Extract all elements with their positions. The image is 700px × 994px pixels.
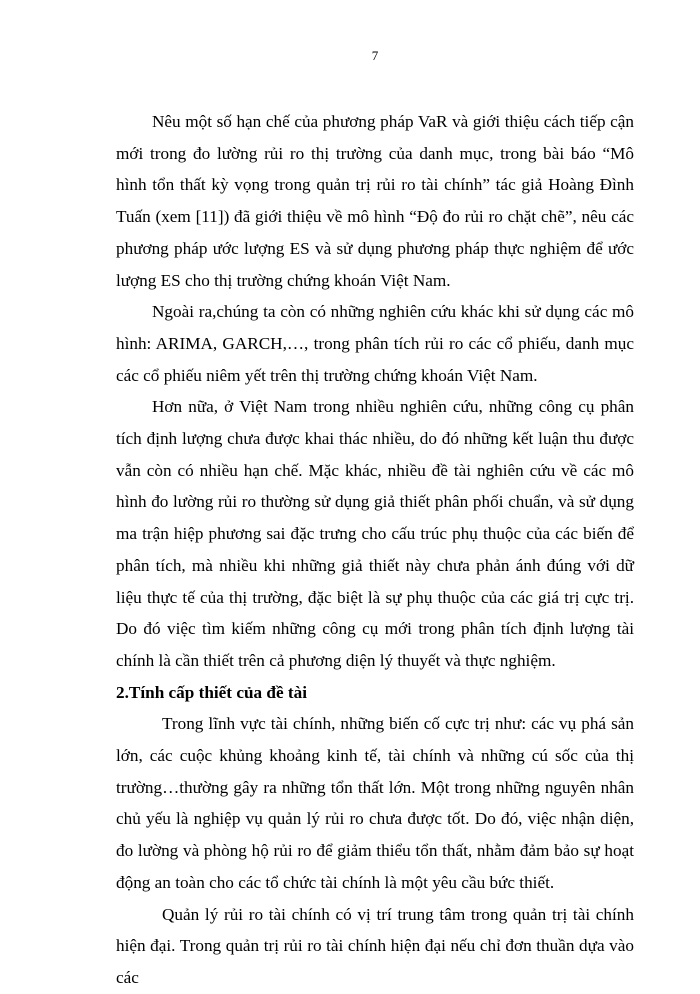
document-body (116, 106, 634, 994)
page-number: 7 (371, 48, 379, 63)
section-heading: 2.Tính cấp thiết của đề tài (116, 682, 307, 702)
paragraph-4: Trong lĩnh vực tài chính, những biến cố cực trị như: các vụ phá sản lớn, các cuộc khủng khoảng kinh tế, tài chính và những cú sốc của thị trường…thường gây ra những tổn thất lớn. Một trong những nguyên nhân chủ yếu là nghiệp vụ quản lý rủi ro chưa được tốt. Do đó, việc nhận diện, đo lường và phòng hộ rủi ro để giảm thiểu tổn thất, nhằm đảm bảo sự hoạt động an toàn cho các tổ chức tài chính là một yêu cầu bức thiết. (116, 714, 634, 892)
paragraph-1: Nêu một số hạn chế của phương pháp VaR và giới thiệu cách tiếp cận mới trong đo lường rủi ro thị trường của danh mục, trong bài báo “Mô hình tổn thất kỳ vọng trong quản trị rủi ro tài chính” tác giả Hoàng Đình Tuấn (xem [11]) đã giới thiệu về mô hình “Độ đo rủi ro chặt chẽ”, nêu các phương pháp ước lượng ES và sử dụng phương pháp thực nghiệm để ước lượng ES cho thị trường chứng khoán Việt Nam. (116, 112, 634, 290)
paragraph-2: Ngoài ra,chúng ta còn có những nghiên cứu khác khi sử dụng các mô hình: ARIMA, GARCH,…, trong phân tích rủi ro các cổ phiếu, danh mục các cổ phiếu niêm yết trên thị trường chứng khoán Việt Nam. (116, 302, 634, 385)
paragraph-5: Quản lý rủi ro tài chính có vị trí trung tâm trong quản trị tài chính hiện đại. Trong quản trị rủi ro tài chính hiện đại nếu chỉ đơn thuần dựa vào các (116, 904, 634, 987)
paragraph-3: Hơn nữa, ở Việt Nam trong nhiều nghiên cứu, những công cụ phân tích định lượng chưa được khai thác nhiều, do đó những kết luận thu được vẫn còn có nhiều hạn chế. Mặc khác, nhiều đề tài nghiên cứu về các mô hình đo lường rủi ro thường sử dụng giả thiết phân phối chuẩn, và sử dụng ma trận hiệp phương sai đặc trưng cho cấu trúc phụ thuộc của các biến để phân tích, mà nhiều khi những giả thiết này chưa phản ánh đúng với dữ liệu thực tế của thị trường, đặc biệt là sự phụ thuộc của các giá trị cực trị. Do đó việc tìm kiếm những công cụ mới trong phân tích định lượng tài chính là cần thiết trên cả phương diện lý thuyết và thực nghiệm. (116, 397, 634, 670)
